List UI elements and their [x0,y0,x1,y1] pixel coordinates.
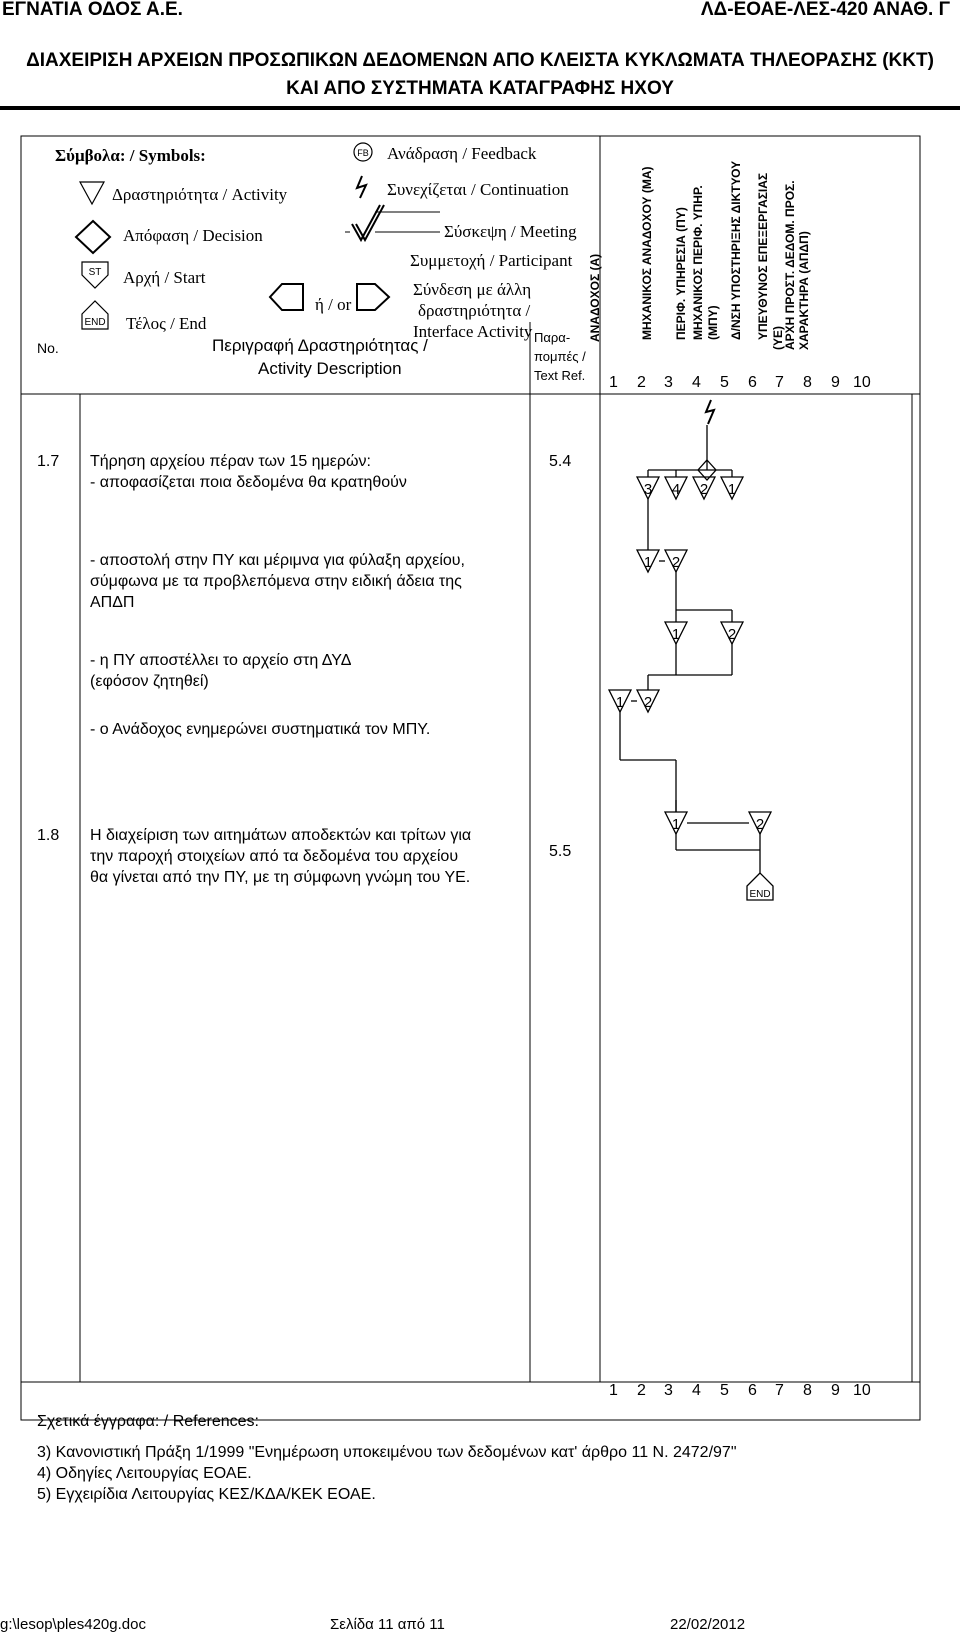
row-1-7-title: Τήρηση αρχείου πέραν των 15 ημερών: [90,453,371,470]
legend-interface-1: Σύνδεση με άλλη [413,280,532,299]
footer-col-num-10: 10 [853,1382,871,1399]
col-4-label-2: (ΜΠΥ) [706,305,720,340]
footer-col-num-9: 9 [831,1382,840,1399]
svg-text:1: 1 [643,554,653,571]
col-num-5: 5 [720,374,729,391]
legend-feedback: Ανάδραση / Feedback [387,144,537,163]
svg-text:3: 3 [643,481,653,498]
step-2-line2: σύμφωνα με τα προβλεπόμενα στην ειδική άδεια της [90,573,462,590]
document-code: ΛΔ-ΕΟΑΕ-ΛΕΣ-420 ΑΝΑΘ. Γ [700,0,950,20]
legend-end: Τέλος / End [126,314,207,333]
references-title: Σχετικά έγγραφα: / References: [37,1413,259,1430]
svg-text:ST: ST [88,267,102,278]
col-desc-header-1: Περιγραφή Δραστηριότητας / [212,336,428,355]
legend-interface-2: δραστηριότητα / [418,301,531,320]
col-3-label: ΠΕΡΙΦ. ΥΠΗΡΕΣΙΑ (ΠΥ) [674,207,688,340]
footer-col-num-7: 7 [775,1382,784,1399]
step-3-line2: (εφόσον ζητηθεί) [90,673,209,690]
footer-col-num-2: 2 [637,1382,646,1399]
svg-text:2: 2 [643,694,653,711]
col-1-label: ΑΝΑΔΟΧΟΣ (Α) [588,253,602,342]
doc-title-line1: ΔΙΑΧΕΙΡΙΣΗ ΑΡΧΕΙΩΝ ΠΡΟΣΩΠΙΚΩΝ ΔΕΔΟΜΕΝΩΝ ΑΠΟ ΚΛΕΙΣΤΑ ΚΥΚΛΩΜΑΤΑ ΤΗΛΕΟΡΑΣΗΣ (ΚΚΤ) [26,50,934,71]
doc-title-line2: ΚΑΙ ΑΠΟ ΣΥΣΤΗΜΑΤΑ ΚΑΤΑΓΡΑΦΗΣ ΗΧΟΥ [286,78,674,99]
row-1-7-ref: 5.4 [549,453,572,470]
col-5-label: Δ/ΝΣΗ ΥΠΟΣΤΗΡΙΞΗΣ ΔΙΚΤΥΟΥ [729,160,743,340]
footer-col-num-8: 8 [803,1382,812,1399]
footer-date: 22/02/2012 [670,1616,746,1633]
col-num-7: 7 [775,374,784,391]
svg-text:4: 4 [671,481,681,498]
footer-col-num-3: 3 [664,1382,673,1399]
col-ref-header-3: Text Ref. [534,368,586,383]
footer-col-num-5: 5 [720,1382,729,1399]
legend-or: ή / or [315,295,352,314]
legend-start: Αρχή / Start [123,268,206,287]
col-num-3: 3 [664,374,673,391]
svg-text:2: 2 [671,554,681,571]
col-num-1: 1 [609,374,618,391]
col-num-10: 10 [853,374,871,391]
footer-page-number: Σελίδα 11 από 11 [330,1616,445,1633]
footer-col-num-4: 4 [692,1382,701,1399]
row-1-7-line2: - αποφασίζεται ποια δεδομένα θα κρατηθούν [90,474,407,491]
row-1-8-number: 1.8 [37,827,60,844]
reference-item: 4) Οδηγίες Λειτουργίας ΕΟΑΕ. [37,1465,252,1482]
step-2-line1: - αποστολή στην ΠΥ και μέριμνα για φύλαξη αρχείου, [90,552,465,569]
svg-text:1: 1 [727,481,737,498]
svg-text:2: 2 [755,816,765,833]
step-4-line1: - ο Ανάδοχος ενημερώνει συστηματικά τον ΜΠΥ. [90,721,431,738]
col-num-6: 6 [748,374,757,391]
svg-text:END: END [749,889,771,900]
company-name: ΕΓΝΑΤΙΑ ΟΔΟΣ Α.Ε. [2,0,183,20]
svg-text:END: END [84,317,106,328]
row-1-8-ref: 5.5 [549,843,572,860]
svg-text:1: 1 [671,816,681,833]
footer-col-num-6: 6 [748,1382,757,1399]
col-num-2: 2 [637,374,646,391]
svg-text:2: 2 [727,626,737,643]
col-no-header: No. [37,340,59,356]
col-num-9: 9 [831,374,840,391]
col-num-4: 4 [692,374,701,391]
col-7-label: ΑΡΧΗ ΠΡΟΣΤ. ΔΕΔΟΜ. ΠΡΟΣ. [783,180,797,350]
col-6-label-2: (ΥΕ) [771,326,785,350]
col-ref-header-2: πομπές / [534,349,586,364]
col-6-label-1: ΥΠΕΥΘΥΝΟΣ ΕΠΕΞΕΡΓΑΣΙΑΣ [756,172,770,340]
continuation-icon [706,400,714,424]
row-1-8-line3: θα γίνεται από την ΠΥ, με τη σύμφωνη γνώμη του ΥΕ. [90,869,471,886]
legend-activity: Δραστηριότητα / Activity [112,185,288,204]
svg-text:1: 1 [671,626,681,643]
legend-continuation: Συνεχίζεται / Continuation [387,180,569,199]
footer-file-path: g:\lesop\ples420g.doc [0,1616,146,1633]
svg-text:1: 1 [615,694,625,711]
col-8-label: ΧΑΡΑΚΤΗΡΑ (ΑΠΔΠ) [797,231,811,350]
svg-text:FB: FB [357,148,369,158]
col-num-8: 8 [803,374,812,391]
col-desc-header-2: Activity Description [258,359,402,378]
svg-text:2: 2 [699,481,709,498]
symbols-title: Σύμβολα: / Symbols: [55,146,206,165]
legend-decision: Απόφαση / Decision [123,226,263,245]
legend-interface-3: Interface Activity [413,322,533,341]
col-2-label: ΜΗΧΑΝΙΚΟΣ ΑΝΑΔΟΧΟΥ (ΜΑ) [640,166,654,340]
reference-item: 3) Κανονιστική Πράξη 1/1999 "Ενημέρωση υποκειμένου των δεδομένων κατ' άρθρο 11 Ν. 2472/97" [37,1444,737,1461]
row-1-7-number: 1.7 [37,453,60,470]
col-ref-header-1: Παρα- [534,330,571,345]
col-4-label-1: ΜΗΧΑΝΙΚΟΣ ΠΕΡΙΦ. ΥΠΗΡ. [691,185,705,340]
row-1-8-line1: Η διαχείριση των αιτημάτων αποδεκτών και τρίτων για [90,827,472,844]
footer-col-num-1: 1 [609,1382,618,1399]
reference-item: 5) Εγχειρίδια Λειτουργίας ΚΕΣ/ΚΔΑ/ΚΕΚ ΕΟΑΕ. [37,1486,376,1503]
step-3-line1: - η ΠΥ αποστέλλει το αρχείο στη ΔΥΔ [90,652,352,669]
row-1-8-line2: την παροχή στοιχείων από τα δεδομένα του αρχείου [90,848,459,865]
legend-participant: Συμμετοχή / Participant [410,251,573,270]
step-2-line3: ΑΠΔΠ [90,594,135,611]
legend-meeting: Σύσκεψη / Meeting [444,222,577,241]
